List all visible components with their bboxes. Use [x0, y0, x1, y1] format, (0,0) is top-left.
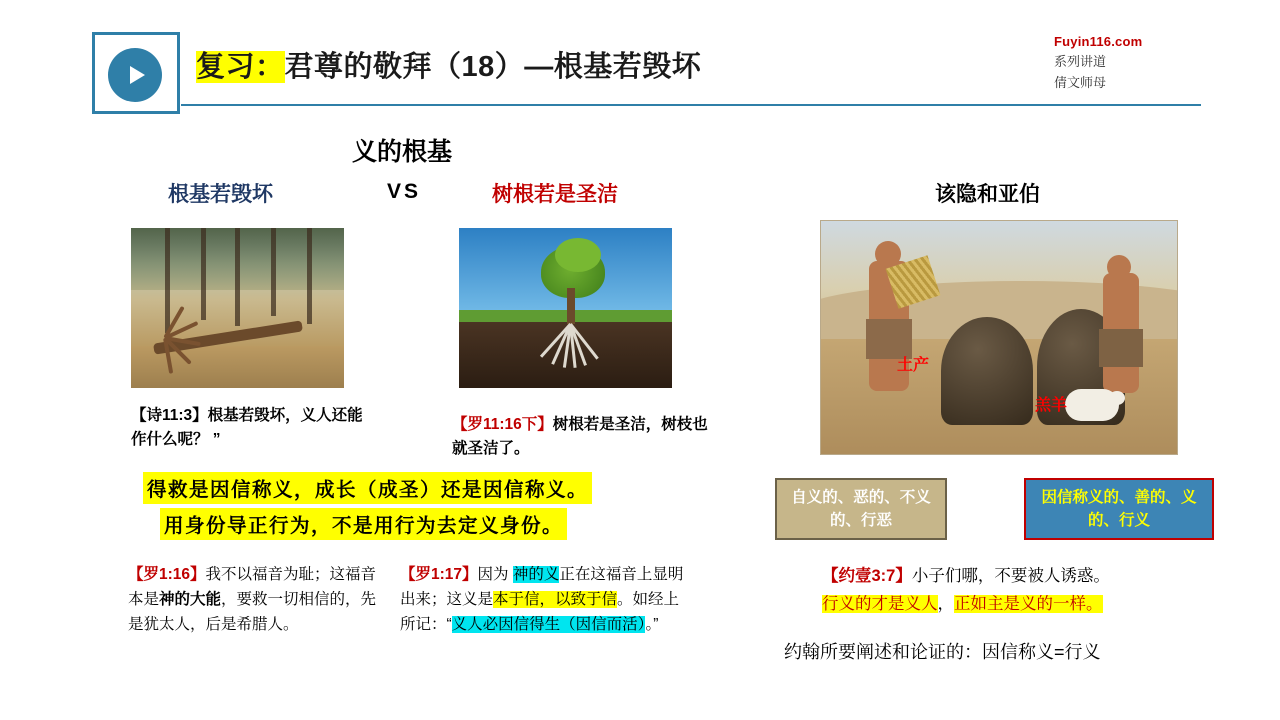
- verse-1john-3-7-sep: ，: [937, 595, 954, 614]
- photo-exposed-roots: [139, 306, 201, 368]
- page-title-rest: 君尊的敬拜（18）—根基若毁坏: [284, 51, 702, 83]
- verse-1john-3-7-hl1: 行义的才是义人: [822, 595, 938, 614]
- label-foundation-destroyed: 根基若毁坏: [168, 183, 273, 206]
- brand-site: Fuyin116.com: [1054, 34, 1143, 49]
- photo-lamb: [1065, 389, 1119, 421]
- verse-romans-1-16-ref: 【罗1:16】: [128, 566, 206, 583]
- verse-romans-1-17-p4: 。”: [645, 616, 659, 634]
- label-root-holy: 树根若是圣洁: [492, 183, 618, 206]
- play-triangle: [130, 66, 145, 84]
- verse-romans-1-17-p1: 因为: [477, 566, 513, 583]
- brand-series: 系列讲道: [1054, 54, 1107, 69]
- photo-grass: [459, 310, 672, 322]
- photo-figure-garment: [1099, 329, 1143, 367]
- brand-block: [1054, 34, 1204, 91]
- section-title: 义的根基: [352, 138, 453, 166]
- photo-tree-crown-top: [555, 238, 601, 272]
- play-icon[interactable]: [108, 48, 162, 102]
- verse-1john-3-7-p1: 小子们哪，不要被人诱惑。: [911, 567, 1110, 585]
- photo-annotation-produce: 土产: [897, 357, 930, 374]
- verse-romans-1-17-hl1: 神的义: [512, 566, 560, 583]
- header-divider: [181, 104, 1201, 106]
- photo-trunk: [307, 228, 312, 324]
- caption-psalm-ref: 【诗11:3】: [131, 407, 208, 424]
- photo-trunk: [201, 228, 206, 320]
- brand-speaker: 倩文师母: [1054, 75, 1107, 90]
- verse-romans-1-17: [400, 562, 690, 637]
- highlight-statement-1: 得救是因信称义，成长（成圣）还是因信称义。: [143, 472, 592, 504]
- photo-annotation-lamb: 羔羊: [1035, 397, 1068, 414]
- photo-figure-head: [875, 241, 901, 267]
- photo-offering-pile: [941, 317, 1033, 425]
- verse-romans-1-17-hl2: 本于信，以致于信: [493, 591, 618, 609]
- photo-trunk: [235, 228, 240, 326]
- verse-romans-1-16-emphasis: 神的大能: [159, 591, 222, 609]
- verse-romans-1-17-ref: 【罗1:17】: [400, 566, 478, 583]
- label-vs: VS: [387, 180, 422, 203]
- conclusion-statement: 约翰所要阐述和论证的：因信称义=行义: [784, 642, 1101, 662]
- photo-cain-and-abel: [820, 220, 1178, 455]
- label-cain-abel: 该隐和亚伯: [935, 183, 1040, 206]
- page-title: [196, 44, 701, 85]
- highlight-statement-2: 用身份导正行为，不是用行为去定义身份。: [160, 508, 567, 540]
- verse-1john-3-7: [822, 562, 1208, 619]
- photo-trunk: [271, 228, 276, 316]
- verse-1john-3-7-hl2: 正如主是义的一样。: [954, 595, 1103, 614]
- page-title-prefix: 复习：: [196, 51, 285, 83]
- box-self-righteous: 自义的、恶的、不义的、行恶: [775, 478, 947, 540]
- caption-romans1116-text: 树根若是圣洁，树枝也就圣洁了。: [452, 416, 708, 458]
- caption-psalm: [131, 404, 363, 452]
- photo-figure-head: [1107, 255, 1131, 279]
- box-justified-by-faith: 因信称义的、善的、义的、行义: [1024, 478, 1214, 540]
- caption-romans1116: [452, 413, 714, 461]
- photo-tree-with-roots: [459, 228, 672, 388]
- verse-1john-3-7-ref: 【约壹3:7】: [822, 567, 912, 585]
- verse-romans-1-17-p3: 。如经上所记：“: [400, 591, 680, 634]
- verse-romans-1-16: [128, 562, 390, 637]
- photo-tree-trunk: [567, 288, 575, 324]
- photo-figure-abel: [1103, 273, 1139, 393]
- caption-psalm-text: 根基若毁坏，义人还能作什么呢？ ”: [131, 407, 363, 449]
- verse-romans-1-17-p2: 正在这福音上显明出来；这义是: [400, 566, 684, 609]
- caption-romans1116-ref: 【罗11:16下】: [452, 416, 553, 433]
- verse-romans-1-17-hl3: 义人必因信得生（因信而活）: [451, 616, 646, 634]
- photo-fallen-tree: [131, 228, 344, 388]
- verse-romans-1-16-text: 我不以福音为耻；这福音本是神的大能，要救一切相信的，先是犹太人，后是希腊人。: [128, 566, 377, 634]
